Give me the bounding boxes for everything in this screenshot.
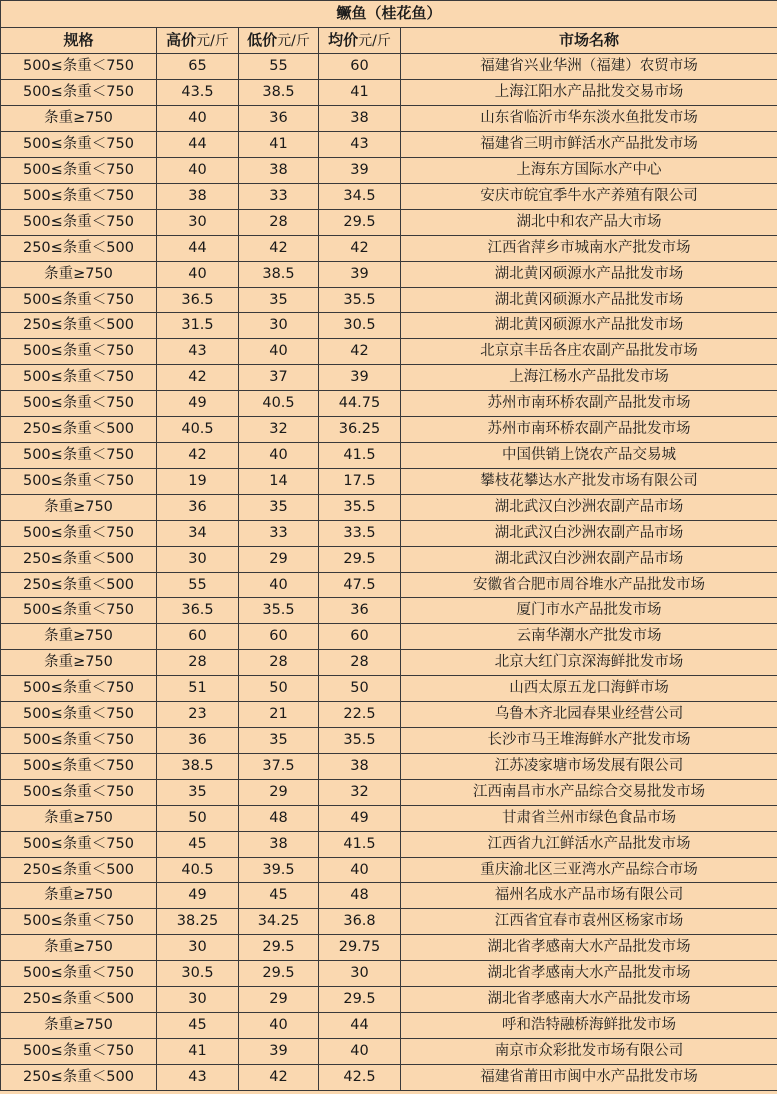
cell-avg: 38 [319,753,401,779]
table-row [1,391,777,417]
table-row [1,727,777,753]
cell-low: 40.5 [239,391,319,417]
cell-market: 安徽省合肥市周谷堆水产品批发市场 [401,572,777,598]
table-row [1,572,777,598]
table-row [1,468,777,494]
cell-low: 48 [239,805,319,831]
cell-spec: 条重≥750 [1,106,157,132]
cell-spec: 500≤条重＜750 [1,1038,157,1064]
cell-high: 35 [157,779,239,805]
cell-avg: 29.75 [319,935,401,961]
cell-high: 36 [157,494,239,520]
cell-low: 55 [239,54,319,80]
cell-spec: 500≤条重＜750 [1,209,157,235]
cell-high: 44 [157,132,239,158]
cell-market: 甘肃省兰州市绿色食品市场 [401,805,777,831]
cell-avg: 36.8 [319,909,401,935]
cell-high: 40 [157,158,239,184]
cell-low: 14 [239,468,319,494]
cell-low: 29.5 [239,935,319,961]
cell-avg: 22.5 [319,702,401,728]
cell-low: 35 [239,287,319,313]
cell-avg: 48 [319,883,401,909]
cell-high: 30 [157,935,239,961]
cell-avg: 33.5 [319,520,401,546]
cell-market: 江苏凌家塘市场发展有限公司 [401,753,777,779]
table-row [1,209,777,235]
cell-low: 35 [239,727,319,753]
cell-high: 42 [157,365,239,391]
cell-market: 上海东方国际水产中心 [401,158,777,184]
cell-market: 湖北省孝感南大水产品批发市场 [401,935,777,961]
cell-low: 29 [239,779,319,805]
cell-spec: 500≤条重＜750 [1,598,157,624]
cell-avg: 36 [319,598,401,624]
table-row [1,598,777,624]
cell-low: 40 [239,339,319,365]
cell-high: 51 [157,676,239,702]
cell-avg: 29.5 [319,209,401,235]
cell-high: 49 [157,391,239,417]
cell-avg: 41.5 [319,443,401,469]
cell-market: 江西省萍乡市城南水产批发市场 [401,235,777,261]
cell-high: 65 [157,54,239,80]
cell-avg: 34.5 [319,183,401,209]
cell-spec: 500≤条重＜750 [1,753,157,779]
cell-low: 38 [239,158,319,184]
table-row [1,702,777,728]
cell-high: 41 [157,1038,239,1064]
cell-high: 30.5 [157,961,239,987]
cell-avg: 38 [319,106,401,132]
cell-market: 重庆渝北区三亚湾水产品综合市场 [401,857,777,883]
cell-high: 55 [157,572,239,598]
cell-low: 36 [239,106,319,132]
cell-avg: 35.5 [319,287,401,313]
cell-high: 28 [157,650,239,676]
cell-spec: 条重≥750 [1,805,157,831]
cell-high: 30 [157,209,239,235]
cell-low: 35.5 [239,598,319,624]
cell-low: 28 [239,209,319,235]
cell-avg: 50 [319,676,401,702]
cell-avg: 17.5 [319,468,401,494]
cell-avg: 39 [319,261,401,287]
cell-market: 湖北省孝感南大水产品批发市场 [401,961,777,987]
cell-high: 40 [157,261,239,287]
cell-avg: 36.25 [319,417,401,443]
cell-avg: 43 [319,132,401,158]
cell-market: 湖北省孝感南大水产品批发市场 [401,987,777,1013]
cell-market: 攀枝花攀达水产批发市场有限公司 [401,468,777,494]
cell-avg: 29.5 [319,987,401,1013]
cell-spec: 条重≥750 [1,935,157,961]
header-high [157,27,239,54]
cell-high: 44 [157,235,239,261]
cell-avg: 42 [319,235,401,261]
cell-low: 32 [239,417,319,443]
cell-market: 福建省三明市鲜活水产品批发市场 [401,132,777,158]
cell-high: 36.5 [157,598,239,624]
cell-high: 34 [157,520,239,546]
cell-market: 厦门市水产品批发市场 [401,598,777,624]
cell-high: 38 [157,183,239,209]
cell-market: 长沙市马王堆海鲜水产批发市场 [401,727,777,753]
table-row [1,339,777,365]
cell-low: 37.5 [239,753,319,779]
cell-low: 35 [239,494,319,520]
cell-low: 40 [239,443,319,469]
header-row [1,27,777,54]
cell-spec: 500≤条重＜750 [1,909,157,935]
table-row [1,313,777,339]
cell-high: 60 [157,624,239,650]
table-row [1,287,777,313]
cell-low: 28 [239,650,319,676]
cell-high: 43 [157,1064,239,1090]
table-row [1,650,777,676]
table-row [1,261,777,287]
table-row [1,520,777,546]
cell-spec: 500≤条重＜750 [1,520,157,546]
table-row [1,831,777,857]
cell-low: 29 [239,546,319,572]
cell-low: 30 [239,313,319,339]
cell-spec: 500≤条重＜750 [1,779,157,805]
cell-market: 南京市众彩批发市场有限公司 [401,1038,777,1064]
cell-low: 60 [239,624,319,650]
cell-market: 上海江杨水产品批发市场 [401,365,777,391]
cell-market: 江西省九江鲜活水产品批发市场 [401,831,777,857]
table-row [1,546,777,572]
cell-market: 湖北中和农产品大市场 [401,209,777,235]
header-avg-unit: 元/斤 [358,32,391,49]
cell-high: 23 [157,702,239,728]
cell-market: 呼和浩特融桥海鲜批发市场 [401,1012,777,1038]
cell-avg: 44 [319,1012,401,1038]
table-row [1,883,777,909]
cell-market: 福州名成水产品市场有限公司 [401,883,777,909]
table-row [1,935,777,961]
cell-high: 40.5 [157,857,239,883]
cell-avg: 42 [319,339,401,365]
cell-high: 36.5 [157,287,239,313]
cell-spec: 500≤条重＜750 [1,831,157,857]
header-avg-label: 均价 [328,30,359,49]
table-row [1,987,777,1013]
cell-low: 38.5 [239,80,319,106]
cell-market: 江西南昌市水产品综合交易批发市场 [401,779,777,805]
table-row [1,235,777,261]
table-row [1,753,777,779]
cell-avg: 28 [319,650,401,676]
cell-avg: 41 [319,80,401,106]
cell-spec: 条重≥750 [1,494,157,520]
cell-low: 38 [239,831,319,857]
cell-spec: 500≤条重＜750 [1,443,157,469]
table-row [1,443,777,469]
table-row [1,909,777,935]
cell-high: 38.25 [157,909,239,935]
cell-low: 29 [239,987,319,1013]
header-avg [319,27,401,54]
cell-avg: 60 [319,624,401,650]
cell-high: 43.5 [157,80,239,106]
cell-spec: 500≤条重＜750 [1,961,157,987]
table-row [1,624,777,650]
cell-market: 湖北武汉白沙洲农副产品市场 [401,520,777,546]
table-row [1,417,777,443]
cell-low: 37 [239,365,319,391]
table-row [1,365,777,391]
cell-spec: 条重≥750 [1,883,157,909]
table-row [1,494,777,520]
cell-avg: 30.5 [319,313,401,339]
cell-spec: 500≤条重＜750 [1,727,157,753]
cell-market: 上海江阳水产品批发交易市场 [401,80,777,106]
cell-low: 40 [239,572,319,598]
cell-spec: 250≤条重＜500 [1,546,157,572]
cell-low: 41 [239,132,319,158]
cell-avg: 41.5 [319,831,401,857]
cell-high: 45 [157,1012,239,1038]
cell-low: 40 [239,1012,319,1038]
cell-spec: 500≤条重＜750 [1,287,157,313]
cell-market: 湖北武汉白沙洲农副产品市场 [401,494,777,520]
cell-low: 21 [239,702,319,728]
cell-low: 38.5 [239,261,319,287]
cell-high: 49 [157,883,239,909]
cell-market: 山西太原五龙口海鲜市场 [401,676,777,702]
cell-market: 安庆市皖宜季牛水产养殖有限公司 [401,183,777,209]
cell-low: 42 [239,235,319,261]
cell-avg: 39 [319,365,401,391]
cell-spec: 500≤条重＜750 [1,183,157,209]
cell-low: 33 [239,520,319,546]
table-row [1,80,777,106]
header-spec: 规格 [1,27,157,54]
cell-high: 19 [157,468,239,494]
cell-avg: 30 [319,961,401,987]
cell-avg: 29.5 [319,546,401,572]
table-row [1,961,777,987]
header-low-unit: 元/斤 [277,32,310,49]
table-row [1,132,777,158]
cell-market: 湖北黄冈硕源水产品批发市场 [401,261,777,287]
table-row [1,106,777,132]
table-row [1,805,777,831]
cell-avg: 35.5 [319,494,401,520]
cell-high: 40.5 [157,417,239,443]
cell-spec: 250≤条重＜500 [1,1064,157,1090]
title-row [1,1,777,28]
cell-spec: 500≤条重＜750 [1,339,157,365]
cell-spec: 250≤条重＜500 [1,987,157,1013]
cell-low: 33 [239,183,319,209]
cell-avg: 47.5 [319,572,401,598]
cell-market: 福建省兴业华洲（福建）农贸市场 [401,54,777,80]
cell-high: 30 [157,987,239,1013]
cell-low: 34.25 [239,909,319,935]
cell-high: 40 [157,106,239,132]
cell-high: 31.5 [157,313,239,339]
cell-avg: 42.5 [319,1064,401,1090]
cell-spec: 500≤条重＜750 [1,158,157,184]
cell-avg: 39 [319,158,401,184]
header-market: 市场名称 [401,27,777,54]
cell-spec: 500≤条重＜750 [1,391,157,417]
header-high-label: 高价 [166,30,197,49]
cell-spec: 250≤条重＜500 [1,572,157,598]
cell-low: 29.5 [239,961,319,987]
table-row [1,158,777,184]
cell-spec: 500≤条重＜750 [1,468,157,494]
cell-avg: 40 [319,857,401,883]
cell-spec: 条重≥750 [1,261,157,287]
cell-spec: 500≤条重＜750 [1,54,157,80]
cell-market: 湖北黄冈硕源水产品批发市场 [401,287,777,313]
cell-spec: 条重≥750 [1,624,157,650]
cell-market: 北京大红门京深海鲜批发市场 [401,650,777,676]
table-row [1,1064,777,1090]
table-row [1,1012,777,1038]
cell-low: 50 [239,676,319,702]
cell-low: 45 [239,883,319,909]
table-row [1,779,777,805]
cell-high: 43 [157,339,239,365]
cell-market: 北京京丰岳各庄农副产品批发市场 [401,339,777,365]
cell-spec: 500≤条重＜750 [1,132,157,158]
cell-market: 苏州市南环桥农副产品批发市场 [401,417,777,443]
cell-high: 42 [157,443,239,469]
cell-market: 中国供销上饶农产品交易城 [401,443,777,469]
cell-high: 30 [157,546,239,572]
table-row [1,1038,777,1064]
cell-spec: 500≤条重＜750 [1,365,157,391]
cell-avg: 49 [319,805,401,831]
cell-high: 38.5 [157,753,239,779]
cell-market: 江西省宜春市袁州区杨家市场 [401,909,777,935]
cell-spec: 250≤条重＜500 [1,235,157,261]
cell-high: 45 [157,831,239,857]
cell-spec: 250≤条重＜500 [1,417,157,443]
cell-high: 50 [157,805,239,831]
cell-market: 苏州市南环桥农副产品批发市场 [401,391,777,417]
header-low-label: 低价 [247,30,278,49]
header-low [239,27,319,54]
cell-spec: 500≤条重＜750 [1,80,157,106]
table-row [1,54,777,80]
cell-market: 湖北黄冈硕源水产品批发市场 [401,313,777,339]
cell-avg: 60 [319,54,401,80]
cell-avg: 44.75 [319,391,401,417]
table-row [1,183,777,209]
cell-market: 乌鲁木齐北园春果业经营公司 [401,702,777,728]
cell-avg: 32 [319,779,401,805]
cell-spec: 条重≥750 [1,1012,157,1038]
cell-market: 云南华潮水产批发市场 [401,624,777,650]
cell-high: 36 [157,727,239,753]
cell-market: 福建省莆田市闽中水产品批发市场 [401,1064,777,1090]
table-row [1,676,777,702]
table-row [1,857,777,883]
cell-low: 42 [239,1064,319,1090]
cell-spec: 500≤条重＜750 [1,702,157,728]
cell-spec: 250≤条重＜500 [1,857,157,883]
cell-market: 山东省临沂市华东淡水鱼批发市场 [401,106,777,132]
cell-spec: 250≤条重＜500 [1,313,157,339]
cell-spec: 条重≥750 [1,650,157,676]
cell-avg: 35.5 [319,727,401,753]
cell-market: 湖北武汉白沙洲农副产品市场 [401,546,777,572]
cell-low: 39.5 [239,857,319,883]
cell-spec: 500≤条重＜750 [1,676,157,702]
table-title: 鳜鱼（桂花鱼） [1,1,777,28]
cell-low: 39 [239,1038,319,1064]
cell-avg: 40 [319,1038,401,1064]
header-high-unit: 元/斤 [196,32,229,49]
